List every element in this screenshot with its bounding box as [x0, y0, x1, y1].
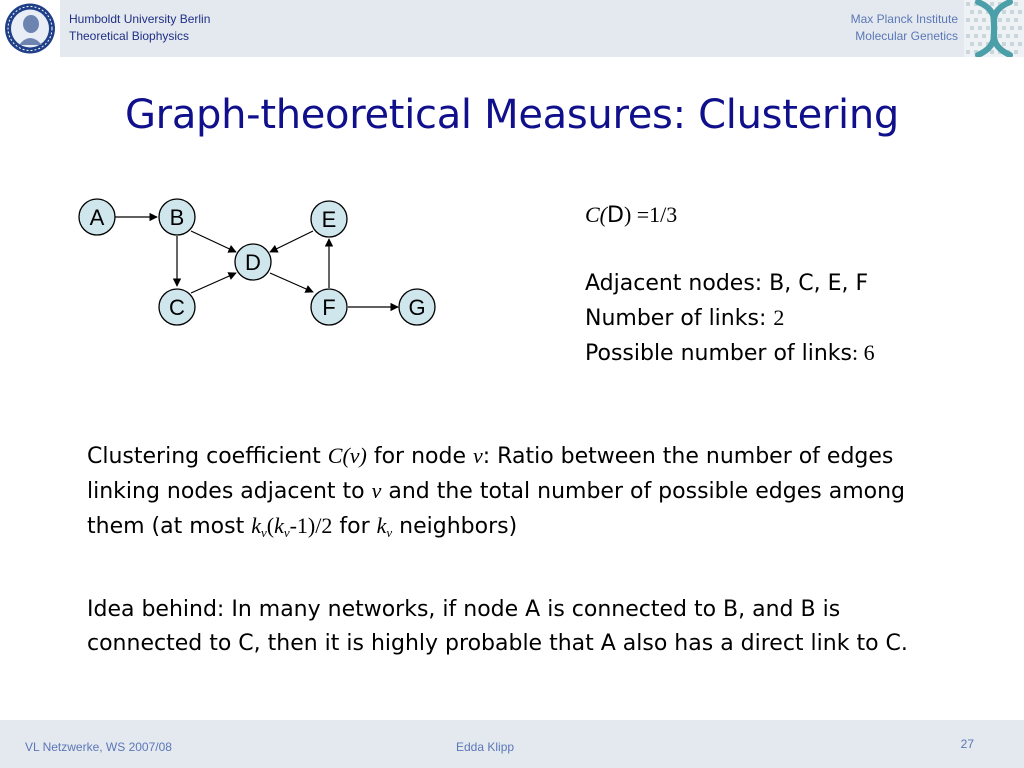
edge-d-f [270, 273, 313, 292]
c-label: C( [585, 202, 607, 227]
node-label-e: E [321, 207, 337, 232]
p1-k1: k [251, 513, 261, 538]
node-label-a: A [89, 205, 105, 230]
clustering-example [585, 198, 875, 371]
adjacent-nodes-line: Adjacent nodes: B, C, E, F [585, 271, 869, 296]
c-node: D [607, 203, 624, 228]
header-institute-department: Molecular Genetics [855, 29, 958, 43]
p1-cv: C(v) [327, 443, 367, 468]
c-value: ) =1/3 [623, 202, 678, 227]
p1-k3: k [376, 513, 387, 538]
edge-e-d [270, 231, 313, 252]
footer-author: Edda Klipp [456, 740, 515, 754]
number-of-links-line [585, 301, 875, 336]
p1-k2: k [274, 513, 284, 538]
p1-text-2: for node [366, 444, 473, 469]
node-label-b: B [169, 205, 185, 230]
links-label: Number of links: [585, 306, 774, 331]
dna-helix-icon [964, 0, 1024, 57]
university-seal-icon [0, 0, 60, 57]
p1-text-5: for [332, 514, 377, 539]
possible-label: Possible number of links [585, 341, 853, 366]
p1-v1: v [473, 443, 483, 468]
p1-k2-sub: v [283, 525, 290, 540]
p1-text-4: and the total number of possible edges among them (at most [87, 479, 905, 539]
p1-text-1: Clustering coefficient [87, 444, 328, 469]
node-label-c: C [169, 295, 185, 320]
p1-k3-sub: v [386, 525, 393, 540]
node-label-g: G [408, 295, 426, 320]
slide-title: Graph-theoretical Measures: Clustering [124, 92, 899, 138]
p1-text-3: : Ratio between the number of edges linking nodes adjacent to [87, 444, 894, 504]
footer-bar [0, 720, 1024, 768]
header-institute: Max Planck Institute [850, 12, 958, 26]
possible-links-line [585, 336, 875, 371]
header-university: Humboldt University Berlin [69, 12, 211, 26]
directed-graph-diagram [70, 190, 460, 340]
p1-k1-sub: v [260, 525, 267, 540]
footer-course: VL Netzwerke, WS 2007/08 [25, 740, 172, 754]
node-label-f: F [322, 295, 336, 320]
node-label-d: D [245, 250, 261, 275]
p1-v2: v [371, 478, 382, 503]
clustering-value-line [585, 198, 875, 233]
header-department: Theoretical Biophysics [69, 29, 190, 43]
clustering-definition-paragraph [87, 439, 947, 544]
idea-paragraph: Idea behind: In many networks, if node A is connected to B, and B is connected to C, then it is highly probable that A also has a direct link to C. [87, 597, 908, 656]
p1-k2-close: -1)/2 [289, 513, 333, 538]
spacer [585, 233, 875, 267]
header-right-text [851, 11, 958, 45]
page-number: 27 [960, 737, 974, 751]
header-left-text [69, 11, 210, 45]
edge-b-d [191, 231, 236, 252]
edge-c-d [191, 273, 236, 293]
header-bar [0, 0, 1024, 57]
p1-text-6: neighbors) [392, 514, 518, 539]
possible-value: : 6 [852, 340, 875, 365]
links-value: 2 [773, 305, 785, 330]
p1-k2-open: ( [266, 513, 275, 538]
